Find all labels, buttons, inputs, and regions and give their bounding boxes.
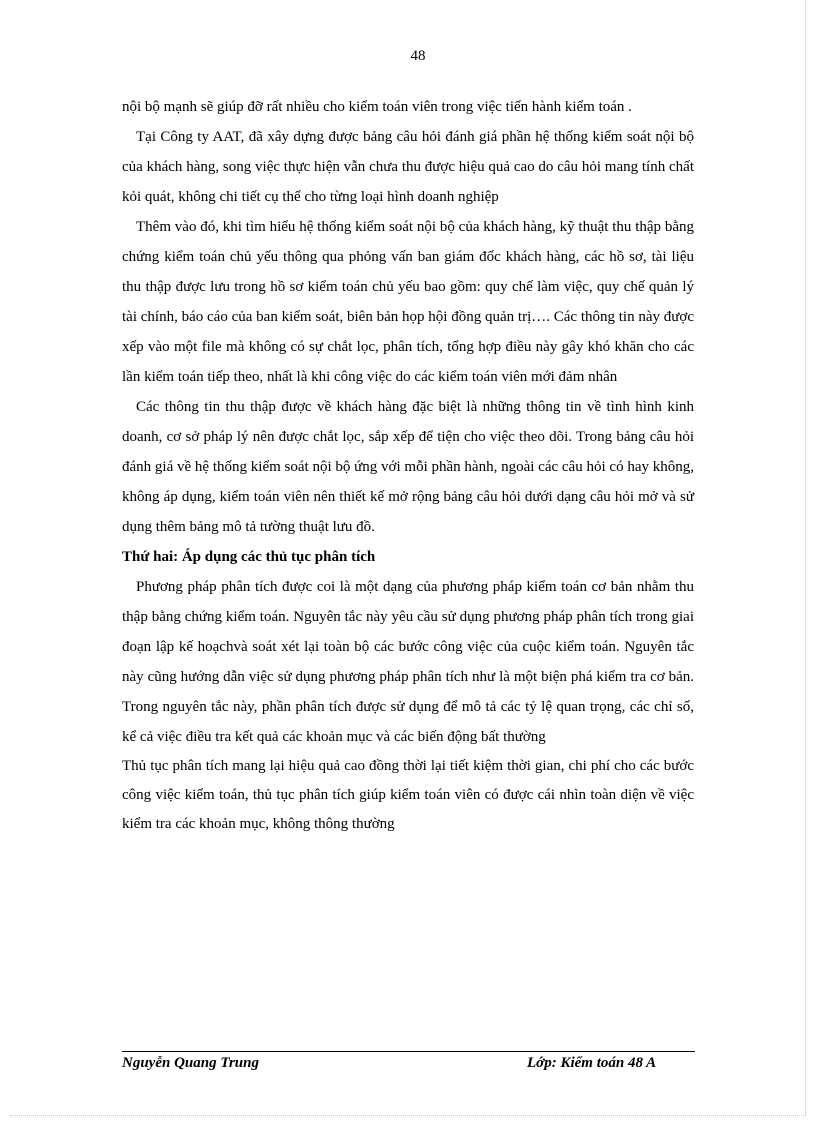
document-body [122, 92, 694, 839]
page-edge-right [805, 0, 806, 1115]
paragraph-5: Phương pháp phân tích được coi là một dạng của phương pháp kiểm toán cơ bản nhằm thu thập bằng chứng kiểm toán. Nguyên tắc này yêu cầu sử dụng phương pháp phân tích trong giai đoạn lập kế hoạchvà soát xét lại toàn bộ các bước công việc của cuộc kiểm toán. Nguyên tắc này cũng hướng dẫn việc sử dụng phương pháp phân tích như là một biện phá kiểm tra cơ bản. Trong nguyên tắc này, phần phân tích được sử dụng để mô tả các tỷ lệ quan trọng, các chỉ số, kể cả việc điều tra kết quả các khoản mục và các biến động bất thường [122, 579, 694, 745]
paragraph-3: Thêm vào đó, khi tìm hiểu hệ thống kiểm soát nội bộ của khách hàng, kỹ thuật thu thập bằng chứng kiểm toán chủ yếu thông qua phỏng vấn ban giám đốc khách hàng, các hồ sơ, tài liệu thu thập được lưu trong hồ sơ kiểm toán chủ yếu bao gồm: quy chế làm việc, quy chế quản lý tài chính, báo cáo của ban kiểm soát, biên bản họp hội đồng quản trị…. Các thông tin này được xếp vào một file mà không có sự chắt lọc, phân tích, tổng hợp điều này gây khó khăn cho các lần kiểm toán tiếp theo, nhất là khi công việc do các kiểm toán viên mới đảm nhân [122, 219, 694, 385]
page-edge-bottom [10, 1115, 806, 1116]
paragraph-1: nội bộ mạnh sẽ giúp đỡ rất nhiều cho kiểm toán viên trong việc tiến hành kiểm toán . [122, 99, 632, 115]
paragraph-4: Các thông tin thu thập được về khách hàng đặc biệt là những thông tin về tình hình kinh doanh, cơ sở pháp lý nên được chắt lọc, sắp xếp để tiện cho việc theo dõi. Trong bảng câu hỏi đánh giá về hệ thống kiểm soát nội bộ ứng với mỗi phần hành, ngoài các câu hỏi có hay không, không áp dụng, kiểm toán viên nên thiết kế mở rộng bảng câu hỏi dưới dạng câu hỏi mở và sử dụng thêm bảng mô tả tường thuật lưu đồ. [122, 399, 694, 535]
paragraph-2: Tại Công ty AAT, đã xây dựng được bảng câu hỏi đánh giá phần hệ thống kiểm soát nội bộ của khách hàng, song việc thực hiện vẫn chưa thu được hiệu quả cao do câu hỏi mang tính chất kỏi quát, không chi tiết cụ thể cho từng loại hình doanh nghiệp [122, 129, 694, 205]
section-heading: Thứ hai: Áp dụng các thủ tục phân tích [122, 549, 376, 565]
paragraph-6: Thủ tục phân tích mang lại hiệu quả cao đồng thời lại tiết kiệm thời gian, chi phí cho các bước công việc kiểm toán, thủ tục phân tích giúp kiểm toán viên có được cái nhìn toàn diện về việc kiểm tra các khoản mục, không thông thường [122, 758, 694, 832]
footer-author: Nguyễn Quang Trung [122, 1055, 259, 1071]
page-number: 48 [410, 48, 426, 64]
footer-class: Lớp: Kiểm toán 48 A [527, 1055, 657, 1071]
footer-divider [122, 1051, 695, 1052]
